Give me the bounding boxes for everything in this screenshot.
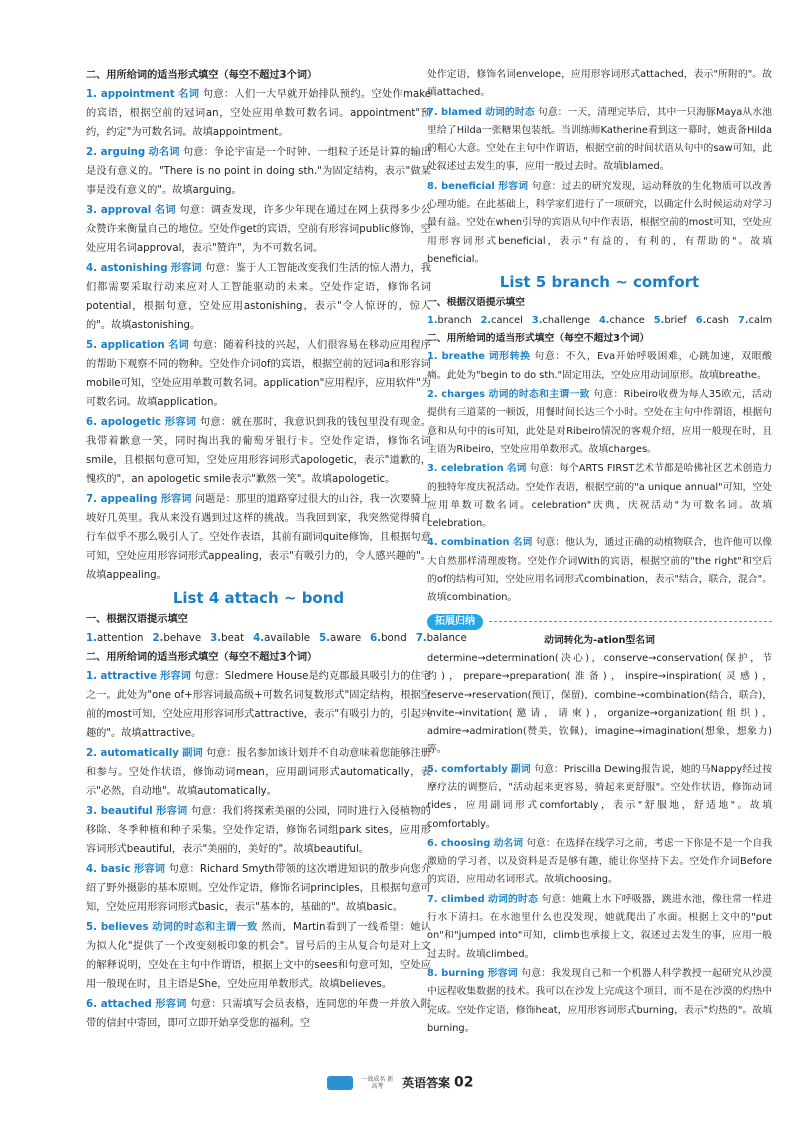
explanation: 句意：人们一大早就开始排队预约。空处作make的宾语，根据空前的冠词an，空处应用单数可数名词。appointment"预约，约定"为可数名词。故填appointment。: [86, 89, 431, 138]
answer-item: [427, 761, 772, 834]
option-word: balance: [426, 633, 467, 644]
part-of-speech: 形容词: [498, 180, 529, 192]
option-number: 7.: [415, 633, 427, 644]
part-of-speech: 动词的时态: [485, 106, 535, 118]
answer-word: 5. comfortably: [427, 763, 508, 775]
answer-item: [86, 336, 431, 412]
answer-item: [86, 667, 431, 743]
explanation: 句意：鉴于人工智能改变我们生活的惊人潜力，我们都需要采取行动来应对人工智能驱动的未来。空处作定语，修饰名词potential，根据句意，空处应用astonishing，表示"令人惊讶的，惊人的"。故填astonishing。: [86, 263, 431, 331]
explanation: 问题是：那里的道路穿过很大的山谷，我一次要骑上坡好几英里。我从来没有遇到过这样的挑战。当我回到家，我突然觉得骑自行车似乎不那么吸引人了。空处作表语，其前有副词quite修饰，且根据句意可知，空处应用形容词形式appealing，表示"有吸引力的，令人感兴趣的"。故填appealing。: [86, 494, 432, 581]
option-answer: [210, 633, 244, 644]
option-word: cash: [706, 314, 730, 326]
answer-word: 7. blamed: [427, 106, 482, 118]
answer-item: [86, 85, 431, 142]
explanation: 句意：过去的研究发现，运动释放的生化物质可以改善心理功能。在此基础上，科学家们进行了一项研究，以确定什么时候运动对学习最有益。空处在when引导的宾语从句中作表语，根据空前的most可知，空处应用形容词形式beneficial，表示"有益的，有利的，有帮助的"。故填beneficial。: [427, 180, 772, 265]
option-number: 7.: [738, 314, 749, 326]
part-of-speech: 副词: [182, 748, 203, 759]
part-of-speech: 形容词: [487, 967, 518, 979]
explanation: 句意：Ribeiro收费为每人35欧元，活动提供有三道菜的一顿饭，用餐时间长达三个小时。空处在主句中作谓语，根据句意和从句中的is可知，此处是对Ribeiro情况的客观介绍，应用一般现在时，且主语为Ribeiro，空处应用单数形式。故填charges。: [427, 389, 772, 455]
part-of-speech: 副词: [510, 763, 531, 775]
footer-title: 英语答案: [402, 1076, 451, 1090]
answer-item: [86, 802, 431, 859]
option-word: behave: [163, 633, 202, 644]
explanation: 句意：报名参加该计划并不自动意味着您能够注册和参与。空处作状语，修饰动词mean，应用副词形式automatically，表示"必然，自动地"。故填automatically。: [86, 748, 431, 797]
extension-title: 动词转化为-ation型名词: [544, 634, 655, 646]
answer-word: 4. astonishing: [86, 263, 168, 274]
explanation: 句意：随着科技的兴起，人们很容易在移动应用程序的帮助下观察不同的物种。空处作介词of的宾语，根据空前的冠词a和形容词mobile可知，空处应用单数可数名词。application"应用程序，应用软件"为可数名词。故填application。: [86, 340, 431, 408]
answer-list: [427, 104, 772, 270]
option-answer: [427, 315, 472, 326]
explanation: 句意：就在那时，我意识到我的钱包里没有现金。我带着歉意一笑，同时掏出我的葡萄牙银行卡。空处作定语，修饰名词smile，且根据句意可知，空处应用形容词形式apologetic，表示"道歉的，愧疚的"，an apologetic smile表示"歉然一笑"。故填apologetic。: [86, 417, 432, 485]
list-title: List 4 attach ~ bond: [172, 589, 345, 607]
option-number: 1.: [86, 633, 97, 644]
explanation: 句意：在选择在线学习之前，考虑一下你是不是一个自我激励的学习者，以及资料是否是够有趣，能让你坚持下去。空处作介词Before的宾语，应用动名词形式。故填choosing。: [427, 837, 772, 886]
explanation: 句意：Richard Smyth带领的这次增进知识的散步向您介绍了野外摄影的基本原则。空处作定语，修饰名词principles，且根据句意可知，空处应用形容词形式basic，表示"基本的，基础的"。故填basic。: [86, 864, 432, 913]
option-number: 4.: [253, 633, 265, 644]
part-of-speech: 动名词: [148, 147, 180, 158]
option-number: 6.: [695, 314, 707, 326]
part-of-speech: 动词的时态: [487, 893, 539, 905]
option-number: 3.: [210, 633, 222, 644]
answer-list: [86, 85, 431, 585]
option-answer: [253, 633, 310, 644]
answer-list: [427, 348, 772, 607]
answer-item: [427, 835, 772, 890]
page-footer: [0, 1074, 800, 1091]
explanation: 句意：争论宇宙是一个时钟、一组粒子还是计算的输出是没有意义的。"There is no point in doing sth."为固定结构，表示"做某事是没有意义的"。故填arguing。: [86, 147, 432, 196]
answer-word: 6. choosing: [427, 837, 491, 849]
answer-item: [86, 413, 431, 489]
answer-word: 8. beneficial: [427, 180, 495, 192]
explanation: 句意：Sledmere House是约克郡最具吸引力的住宅之一。此处为"one of+形容词最高级+可数名词复数形式"固定结构，根据空前的most可知，空处应用形容词形式attractive，表示"有吸引力的，引起兴趣的"。故填attractive。: [86, 671, 431, 739]
explanation: 句意：我们将探索美丽的公园，同时进行入侵植物的移除、冬季种植和种子采集。空处作定语，修饰名词组park sites，应用形容词形式beautiful，表示"美丽的，美好的"。故填beautiful。: [86, 806, 431, 855]
answer-item: [86, 143, 431, 200]
section-heading: 一、根据汉语提示填空: [427, 296, 525, 308]
answer-item: [86, 860, 431, 917]
part-of-speech: 形容词: [160, 494, 192, 505]
answer-word: 3. approval: [86, 205, 152, 216]
answer-word: 1. appointment: [86, 89, 175, 100]
answer-word: 7. appealing: [86, 494, 158, 505]
part-of-speech: 名词: [506, 463, 527, 475]
option-word: branch: [437, 314, 472, 326]
option-answer: [370, 633, 407, 644]
right-column: [427, 66, 772, 1039]
explanation: 然而，Martin看到了一线希望：她认为拟人化"提供了一个改变刻板印象的机会"。冒号后的主从复合句是对上文的解释说明，空处在主句中作谓语，根据上文中的sees和句意可知，空处应用一般现在时，且主语是She，空处应用单数形式。故填believes。: [86, 922, 431, 990]
section-heading: 二、用所给词的适当形式填空（每空不超过3个词）: [86, 652, 318, 663]
part-of-speech: 动词的时态和主谓一致: [152, 922, 258, 933]
option-answer: [738, 315, 772, 326]
brand-logo: [327, 1076, 353, 1090]
option-word: calm: [748, 314, 773, 326]
answer-word: 1. breathe: [427, 351, 486, 363]
option-word: brief: [664, 314, 687, 326]
answer-item: [86, 918, 431, 994]
part-of-speech: 名词: [178, 89, 200, 100]
answer-word: 1. attractive: [86, 671, 157, 682]
option-number: 1.: [427, 314, 438, 326]
answer-item: [427, 178, 772, 269]
answer-item: [427, 534, 772, 607]
option-answer: [86, 633, 143, 644]
part-of-speech: 形容词: [164, 417, 197, 428]
answer-word: 3. celebration: [427, 463, 504, 475]
option-answer: [319, 633, 361, 644]
extension-body: determine→determination(决心)，conserve→conservation(保护，节约)，prepare→preparation(准备)，inspire→inspiration(灵感)，reserve→reservation(预订，保留)，combine→combination(结合，联合)，invite→invitation(邀请，请柬)，organize→organization(组织)，admire→admiration(赞美，钦佩)，imagine→imagination(想象，想象力)等。: [427, 652, 772, 756]
explanation: 句意：一天，清理完毕后，其中一只海豚Maya从水池里给了Hilda一张糖果包装纸。当训练师Katherine看到这一幕时，她责备Hilda的粗心大意。空处在主句中作谓语，根据空前的时间状语从句中的saw可知，此处叙述过去发生的事，应用一般过去时。故填blamed。: [427, 106, 772, 173]
part-of-speech: 形容词: [133, 864, 166, 875]
option-answer: [654, 315, 687, 326]
option-word: beat: [221, 633, 245, 644]
answer-item: [86, 259, 431, 335]
list-title: List 5 branch ~ comfort: [499, 273, 700, 292]
explanation: 句意：Priscilla Dewing报告说，她的马Nappy经过按摩疗法的调整后，"活动起来更容易，骑起来更舒服"。空处作状语，修饰动词rides，应用副词形式comfortably，表示"舒服地，舒适地"。故填comfortably。: [427, 763, 772, 830]
section-heading: 二、用所给词的适当形式填空（每空不超过3个词）: [86, 70, 318, 81]
option-number: 5.: [319, 633, 331, 644]
option-word: attention: [96, 633, 144, 644]
part-of-speech: 名词: [512, 537, 533, 549]
option-number: 5.: [653, 314, 665, 326]
answer-word: 4. basic: [86, 864, 131, 875]
part-of-speech: 形容词: [155, 999, 187, 1010]
explanation: 句意：只需填写会员表格，连同您的年费一并放入附带的信封中寄回，即可立即开始享受您的福利。空: [86, 999, 431, 1029]
answer-options: [86, 629, 467, 648]
answer-word: 5. application: [86, 340, 165, 351]
answer-word: 2. automatically: [86, 748, 179, 759]
divider: [489, 621, 772, 623]
answer-list: [427, 761, 772, 1038]
answer-options: [427, 312, 772, 330]
answer-word: 7. climbed: [427, 893, 485, 905]
explanation: 句意：她戴上水下呼吸器，跳进水池，像往常一样进行水下清扫。在水池里什么也没发现，她就爬出了水面。根据上文中的"put on"和"jumped into"可知，climb也承接上文，叙述过去发生的事，应用一般过去时。故填climbed。: [427, 893, 773, 960]
option-answer: [696, 315, 729, 326]
brand-logo-text: 一战成名 新高考: [361, 1075, 394, 1090]
answer-item: [427, 386, 772, 459]
answer-item: [86, 201, 431, 258]
part-of-speech: 名词: [154, 205, 176, 216]
option-number: 3.: [531, 314, 543, 326]
extension-banner: [427, 614, 772, 630]
explanation: 句意：我发现自己和一个机器人科学教授一起研究从沙漠中远程收集数据的技术。我可以在沙发上完成这个项目，而不是在沙漠的灼热中完成。空处作定语，修饰heat，应用形容词形式burning，表示"灼热的"。故填burning。: [427, 967, 772, 1034]
answer-item: [427, 965, 772, 1038]
part-of-speech: 形容词: [160, 671, 191, 682]
answer-item: [86, 995, 431, 1033]
answer-list: [86, 667, 431, 1033]
answer-word: 6. apologetic: [86, 417, 162, 428]
answer-word: 2. charges: [427, 389, 485, 401]
option-number: 2.: [152, 633, 164, 644]
option-answer: [481, 315, 523, 326]
option-word: bond: [381, 633, 407, 644]
option-word: aware: [330, 633, 362, 644]
part-of-speech: 动名词: [493, 837, 524, 849]
answer-item: [427, 104, 772, 177]
option-number: 4.: [598, 314, 610, 326]
section-heading: 二、用所给词的适当形式填空（每空不超过3个词）: [427, 333, 650, 345]
option-number: 6.: [370, 633, 382, 644]
option-word: available: [264, 633, 311, 644]
part-of-speech: 形容词: [156, 806, 188, 817]
option-answer: [152, 633, 201, 644]
option-word: chance: [609, 314, 645, 326]
answer-item: [86, 490, 431, 585]
answer-word: 5. believes: [86, 922, 149, 933]
explanation: 句意：每个ARTS FIRST艺术节都是哈佛社区艺术创造力的独特年度庆祝活动。空处作表语，根据空前的"a unique annual"可知，空处应用单数可数名词。celebration"庆典，庆祝活动"为可数名词。故填celebration。: [427, 463, 772, 530]
page-number: 02: [454, 1074, 474, 1091]
part-of-speech: 词形转换: [488, 351, 531, 363]
answer-word: 6. attached: [86, 999, 152, 1010]
extension-badge: 拓展归纳: [427, 614, 483, 630]
answer-word: 2. arguing: [86, 147, 146, 158]
continued-text: 处作定语，修饰名词envelope，应用形容词形式attached，表示"所附的"。故填attached。: [427, 69, 772, 99]
answer-word: 3. beautiful: [86, 806, 153, 817]
option-answer: [599, 315, 645, 326]
explanation: 句意：他认为，通过正确的动植物联合，也许他可以像大自然那样清理废物。空处作介词With的宾语，根据空前的"the right"和空后的of的结构可知，空处应用名词形式combination，表示"结合，联合，混合"。故填combination。: [427, 537, 773, 604]
explanation: 句意：调查发现，许多少年现在通过在网上获得多少公众赞许来衡量自己的地位。空处作get的宾语，空前有形容词public修饰，空处应用名词approval，表示"赞许"，为不可数名词。: [86, 205, 431, 254]
answer-item: [427, 348, 772, 385]
answer-item: [427, 891, 772, 964]
option-answer: [532, 315, 590, 326]
answer-item: [86, 744, 431, 801]
option-word: cancel: [491, 314, 523, 326]
option-word: challenge: [542, 314, 590, 326]
answer-item: [427, 460, 772, 533]
answer-word: 4. combination: [427, 537, 510, 549]
explanation: 句意：不久，Eva开始呼吸困难，心跳加速，双眼酸痛。此处为"begin to do sth."固定用法，空处应用动词原形。故填breathe。: [427, 351, 772, 381]
part-of-speech: 动词的时态和主谓一致: [488, 389, 590, 401]
answer-word: 8. burning: [427, 967, 485, 979]
part-of-speech: 名词: [168, 340, 189, 351]
part-of-speech: 形容词: [170, 263, 202, 274]
section-heading: 一、根据汉语提示填空: [86, 614, 188, 625]
option-number: 2.: [480, 314, 492, 326]
